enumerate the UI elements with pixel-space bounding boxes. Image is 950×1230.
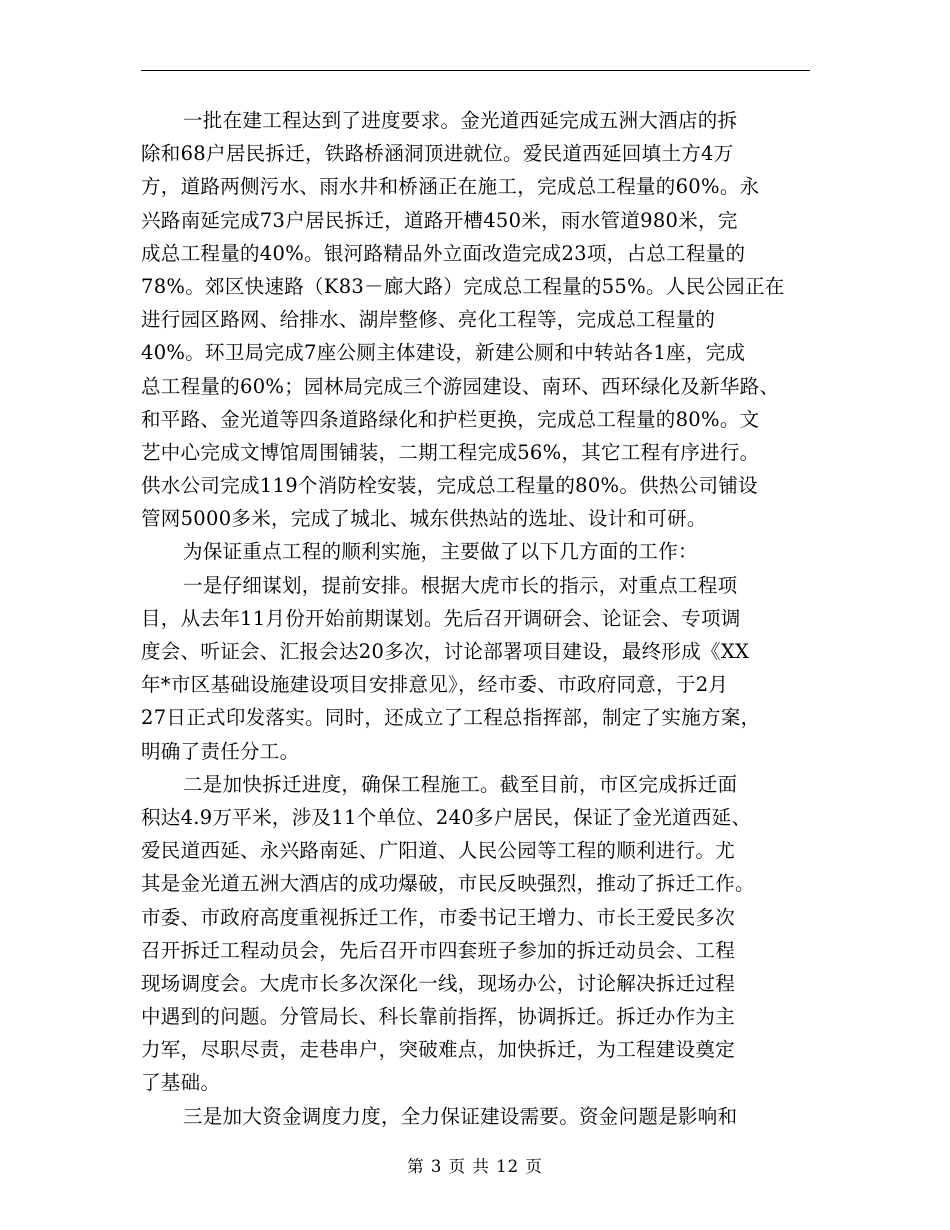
text-line: 40%。环卫局完成7座公厕主体建设，新建公厕和中转站各1座，完成 [141, 341, 746, 365]
text-line: 一批在建工程达到了进度要求。金光道西延完成五洲大酒店的拆 [183, 109, 738, 132]
text-line: 积达4.9万平米，涉及11个单位、240多户居民，保证了金光道西延、 [141, 805, 752, 829]
text-line: 其是金光道五洲大酒店的成功爆破，市民反映强烈，推动了拆迁工作。 [141, 872, 755, 896]
text-line: 市委、市政府高度重视拆迁工作，市委书记王增力、市长王爱民多次 [141, 905, 736, 929]
header-rule [141, 70, 810, 71]
text-line: 召开拆迁工程动员会，先后召开市四套班子参加的拆迁动员会、工程 [141, 938, 736, 962]
text-line: 年*市区基础设施建设项目安排意见》，经市委、市政府同意，于2月 [141, 673, 729, 697]
text-line: 一是仔细谋划，提前安排。根据大虎市长的指示，对重点工程项 [183, 573, 738, 597]
text-line: 27日正式印发落实。同时，还成立了工程总指挥部，制定了实施方案， [141, 706, 761, 730]
body-text [141, 104, 813, 1133]
text-line: 明确了责任分工。 [141, 739, 300, 763]
text-line: 度会、听证会、汇报会达20多次，讨论部署项目建设，最终形成《XX [141, 640, 750, 663]
text-line: 78%。郊区快速路（K83－廊大路）完成总工程量的55%。人民公园正在 [141, 274, 785, 298]
text-line: 成总工程量的40%。银河路精品外立面改造完成23项，占总工程量的 [141, 241, 746, 265]
text-line: 供水公司完成119个消防栓安装，完成总工程量的80%。供热公司铺设 [141, 474, 758, 498]
text-line: 总工程量的60%；园林局完成三个游园建设、南环、西环绿化及新华路、 [141, 374, 780, 398]
text-line: 进行园区路网、给排水、湖岸整修、亮化工程等，完成总工程量的 [141, 308, 716, 332]
text-line: 三是加大资金调度力度，全力保证建设需要。资金问题是影响和 [183, 1104, 738, 1128]
text-line: 力军，尽职尽责，走巷串户，突破难点，加快拆迁，为工程建设奠定 [141, 1038, 736, 1062]
text-line: 方，道路两侧污水、雨水井和桥涵正在施工，完成总工程量的60%。永 [141, 175, 760, 199]
text-line: 现场调度会。大虎市长多次深化一线，现场办公，讨论解决拆迁过程 [141, 971, 736, 995]
text-line: 二是加快拆迁进度，确保工程施工。截至目前，市区完成拆迁面 [183, 772, 738, 796]
page-footer: 第 3 页 共 12 页 [407, 1157, 543, 1176]
text-line: 目，从去年11月份开始前期谋划。先后召开调研会、论证会、专项调 [141, 606, 741, 630]
text-line: 了基础。 [141, 1071, 221, 1095]
text-line: 艺中心完成文博馆周围铺装，二期工程完成56%，其它工程有序进行。 [141, 440, 760, 464]
text-line: 中遇到的问题。分管局长、科长靠前指挥，协调拆迁。拆迁办作为主 [141, 1005, 736, 1029]
text-line: 兴路南延完成73户居民拆迁，道路开槽450米，雨水管道980米，完 [141, 208, 738, 232]
text-line: 管网5000多米，完成了城北、城东供热站的选址、设计和可研。 [141, 507, 707, 531]
text-line: 和平路、金光道等四条道路绿化和护栏更换，完成总工程量的80%。文 [141, 407, 760, 431]
text-line: 爱民道西延、永兴路南延、广阳道、人民公园等工程的顺利进行。尤 [141, 839, 736, 863]
text-line: 为保证重点工程的顺利实施，主要做了以下几方面的工作： [183, 540, 698, 564]
text-line: 除和68户居民拆迁，铁路桥涵洞顶进就位。爱民道西延回填土方4万 [141, 142, 734, 166]
